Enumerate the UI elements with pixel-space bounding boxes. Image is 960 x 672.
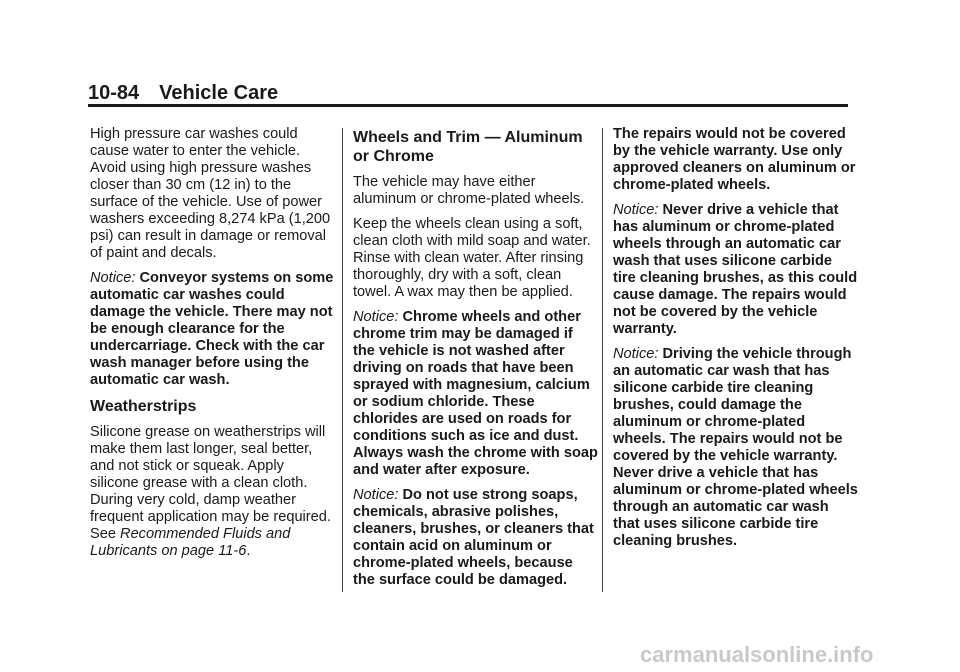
notice-label: Notice:	[353, 487, 399, 503]
notice-strong-soaps	[353, 487, 598, 589]
page-header	[88, 82, 278, 105]
warranty-continuation: The repairs would not be covered by the vehicle warranty. Use only approved cleaners on aluminum or chrome-plated wheels.	[613, 126, 856, 193]
weatherstrips-paragraph	[90, 424, 335, 560]
pressure-wash-paragraph: High pressure car washes could cause water to enter the vehicle. Avoid using high pressure washes closer than 30 cm (12 in) to the surface of the vehicle. Use of power washers exceeding 8,274 kPa (1,200 psi) can result in damage or removal of paint and decals.	[90, 126, 331, 261]
weatherstrips-end: .	[246, 543, 251, 559]
section-title: Vehicle Care	[159, 82, 279, 104]
notice-label: Notice:	[353, 309, 399, 325]
column-1	[90, 126, 335, 568]
notice-text: Conveyor systems on some automatic car washes could damage the vehicle. There may not be enough clearance for the undercarriage. Check with the car wash manager before using the automatic car wash.	[90, 270, 334, 388]
fluids-reference-link[interactable]: Recommended Fluids and Lubricants on page 11-6	[90, 526, 291, 559]
notice-label: Notice:	[613, 202, 659, 218]
notice-conveyor	[90, 270, 335, 389]
column-3	[613, 126, 858, 558]
notice-label: Notice:	[613, 346, 659, 362]
header-rule	[88, 104, 848, 107]
weatherstrips-text: Silicone grease on weatherstrips will make them last longer, seal better, and not stick or squeak. Apply silicone grease with a clean cloth. During very cold, damp weather frequent application may be required. See	[90, 424, 331, 542]
notice-text: Driving the vehicle through an automatic car wash that has silicone carbide tire cleaning brushes, could damage the aluminum or chrome-plated wheels. The repairs would not be covered by the vehicle warranty. Never drive a vehicle that has aluminum or chrome-plated wheels through an automatic car wash that uses silicone carbide tire cleaning brushes.	[613, 346, 858, 549]
wheels-cleaning-paragraph: Keep the wheels clean using a soft, clean cloth with mild soap and water. Rinse with clean water. After rinsing thoroughly, dry with a soft, clean towel. A wax may then be applied.	[353, 216, 591, 300]
column-2	[353, 126, 598, 597]
watermark: carmanualsonline.info	[640, 642, 874, 667]
wheels-trim-heading: Wheels and Trim — Aluminum or Chrome	[353, 129, 583, 165]
notice-chrome-chloride	[353, 309, 598, 479]
notice-text: Chrome wheels and other chrome trim may be damaged if the vehicle is not washed after driving on roads that have been sprayed with magnesium, calcium or sodium chloride. These chlorides are used on roads for conditions such as ice and dust. Always wash the chrome with soap and water after exposure.	[353, 309, 598, 478]
notice-label: Notice:	[90, 270, 136, 286]
notice-silicone-brushes	[613, 202, 858, 338]
column-divider-2	[602, 128, 603, 592]
notice-text: Never drive a vehicle that has aluminum or chrome-plated wheels through an automatic car wash that uses silicone carbide tire cleaning brushes, as this could cause damage. The repairs would not be covered by the vehicle warranty.	[613, 202, 858, 337]
page-number: 10-84	[88, 82, 140, 104]
column-divider-1	[342, 128, 343, 592]
weatherstrips-heading: Weatherstrips	[90, 398, 197, 415]
notice-driving-through-wash	[613, 346, 858, 550]
wheels-intro-paragraph: The vehicle may have either aluminum or chrome-plated wheels.	[353, 174, 585, 207]
notice-text: Do not use strong soaps, chemicals, abrasive polishes, cleaners, brushes, or cleaners that contain acid on aluminum or chrome-plated wheels, because the surface could be damaged.	[353, 487, 594, 588]
